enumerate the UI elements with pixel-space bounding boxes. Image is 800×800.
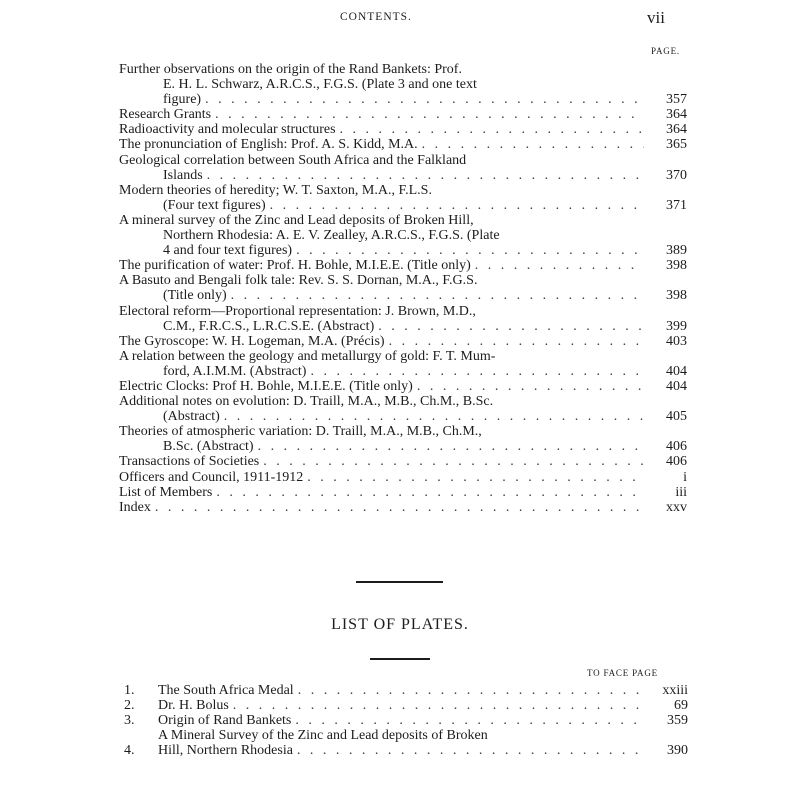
contents-entry-text: A Basuto and Bengali folk tale: Rev. S. S. Dornan, M.A., F.G.S. bbox=[119, 273, 478, 289]
plate-number: 4. bbox=[124, 743, 135, 759]
running-head-title: CONTENTS. bbox=[340, 11, 412, 23]
contents-entry bbox=[119, 424, 687, 454]
dot-leader bbox=[233, 698, 645, 713]
dot-leader bbox=[263, 454, 644, 469]
dot-leader bbox=[298, 683, 645, 698]
contents-entry-text: Geological correlation between South Africa and the Falkland bbox=[119, 152, 467, 168]
contents-entry-text: Modern theories of heredity; W. T. Saxton, M.A., F.L.S. bbox=[119, 182, 432, 198]
contents-entry-text: A relation between the geology and metallurgy of gold: F. T. Mum- bbox=[119, 348, 496, 364]
contents-entry-page: 404 bbox=[666, 378, 687, 394]
contents-entry bbox=[119, 454, 687, 469]
contents-entry-text: List of Members bbox=[119, 484, 213, 500]
dot-leader bbox=[231, 288, 644, 303]
contents-entry-page: 405 bbox=[666, 409, 687, 425]
dot-leader bbox=[270, 198, 644, 213]
contents-entry-text: Transactions of Societies bbox=[119, 454, 260, 470]
section-rule bbox=[356, 581, 443, 583]
plate-entry-page: 359 bbox=[667, 713, 688, 729]
plate-entry-page: 390 bbox=[667, 743, 688, 759]
contents-entry-text: Radioactivity and molecular structures bbox=[119, 122, 336, 138]
dot-leader bbox=[475, 258, 644, 273]
plate-number: 3. bbox=[124, 713, 135, 729]
list-of-plates-title: LIST OF PLATES. bbox=[331, 616, 469, 633]
dot-leader bbox=[340, 122, 644, 137]
plate-entry-text: Hill, Northern Rhodesia bbox=[158, 743, 293, 759]
contents-entry-text: B.Sc. (Abstract) bbox=[163, 439, 254, 455]
plates-list bbox=[120, 683, 688, 758]
to-face-page-label: TO FACE PAGE bbox=[587, 668, 658, 678]
contents-entry-page: xxv bbox=[666, 499, 687, 515]
running-head bbox=[0, 8, 800, 30]
contents-list bbox=[119, 62, 687, 515]
contents-entry bbox=[119, 137, 687, 152]
plate-entry bbox=[120, 698, 688, 713]
contents-entry-text: (Title only) bbox=[163, 288, 227, 304]
page-column-label: PAGE. bbox=[651, 46, 680, 56]
dot-leader bbox=[215, 107, 644, 122]
contents-entry-text: figure) bbox=[163, 92, 202, 108]
plate-entry-page: xxiii bbox=[662, 683, 688, 698]
contents-entry bbox=[119, 122, 687, 137]
plate-entry-text: The South Africa Medal bbox=[158, 683, 294, 698]
contents-entry-text: Theories of atmospheric variation: D. Traill, M.A., M.B., Ch.M., bbox=[119, 424, 482, 440]
contents-entry bbox=[119, 394, 687, 424]
contents-entry-page: 365 bbox=[666, 137, 687, 153]
plate-number: 2. bbox=[124, 698, 135, 714]
dot-leader bbox=[389, 334, 644, 349]
plate-entry-page: 69 bbox=[674, 698, 688, 714]
contents-entry-page: iii bbox=[675, 484, 687, 500]
contents-entry bbox=[119, 349, 687, 379]
contents-entry-page: 398 bbox=[666, 288, 687, 304]
contents-entry-text: Electoral reform—Proportional representation: J. Brown, M.D., bbox=[119, 303, 476, 319]
plate-entry-text: Origin of Rand Bankets bbox=[158, 713, 292, 729]
contents-entry bbox=[119, 273, 687, 303]
plates-title-rule bbox=[370, 658, 430, 660]
contents-entry-page: 406 bbox=[666, 439, 687, 455]
contents-entry-text: (Abstract) bbox=[163, 409, 220, 425]
contents-entry bbox=[119, 500, 687, 515]
contents-entry-page: 371 bbox=[666, 197, 687, 213]
plate-entry bbox=[120, 713, 688, 728]
contents-entry-text: Electric Clocks: Prof H. Bohle, M.I.E.E. (Title only) bbox=[119, 378, 413, 394]
contents-entry-page: 404 bbox=[666, 363, 687, 379]
contents-entry-text: The Gyroscope: W. H. Logeman, M.A. (Précis) bbox=[119, 333, 385, 349]
contents-entry-page: 357 bbox=[666, 92, 687, 108]
plate-entry-text: Dr. H. Bolus bbox=[158, 698, 229, 714]
contents-entry bbox=[119, 183, 687, 213]
dot-leader bbox=[207, 168, 644, 183]
dot-leader bbox=[224, 409, 644, 424]
contents-entry-page: 389 bbox=[666, 243, 687, 259]
dot-leader bbox=[216, 485, 644, 500]
dot-leader bbox=[422, 137, 644, 152]
contents-entry bbox=[119, 62, 687, 107]
plate-number: 1. bbox=[124, 683, 135, 698]
dot-leader bbox=[155, 500, 644, 515]
contents-entry-text: (Four text figures) bbox=[163, 197, 266, 213]
dot-leader bbox=[310, 364, 644, 379]
contents-entry-page: 403 bbox=[666, 333, 687, 349]
page-number: vii bbox=[647, 8, 665, 27]
dot-leader bbox=[296, 243, 644, 258]
dot-leader bbox=[297, 743, 645, 758]
dot-leader bbox=[307, 470, 644, 485]
contents-entry-text: 4 and four text figures) bbox=[163, 243, 293, 259]
dot-leader bbox=[417, 379, 644, 394]
dot-leader bbox=[378, 319, 644, 334]
contents-entry-text: Northern Rhodesia: A. E. V. Zealley, A.R.C.S., F.G.S. (Plate bbox=[163, 228, 500, 244]
contents-entry-page: 398 bbox=[666, 258, 687, 274]
contents-entry-page: 370 bbox=[666, 167, 687, 183]
contents-entry bbox=[119, 485, 687, 500]
contents-entry bbox=[119, 379, 687, 394]
contents-entry bbox=[119, 153, 687, 183]
contents-entry-text: The purification of water: Prof. H. Bohle, M.I.E.E. (Title only) bbox=[119, 258, 471, 274]
contents-entry-text: A mineral survey of the Zinc and Lead deposits of Broken Hill, bbox=[119, 212, 474, 228]
contents-entry-page: 364 bbox=[666, 107, 687, 123]
contents-entry-text: The pronunciation of English: Prof. A. S. Kidd, M.A. bbox=[119, 137, 418, 153]
contents-entry-page: i bbox=[683, 469, 687, 485]
plate-entry bbox=[120, 728, 688, 758]
contents-entry-text: E. H. L. Schwarz, A.R.C.S., F.G.S. (Plate 3 and one text bbox=[163, 77, 477, 93]
dot-leader bbox=[295, 713, 645, 728]
contents-entry bbox=[119, 107, 687, 122]
contents-entry-text: Islands bbox=[163, 167, 203, 183]
contents-entry-text: Further observations on the origin of the Rand Bankets: Prof. bbox=[119, 62, 462, 77]
contents-entry-text: Research Grants bbox=[119, 107, 212, 123]
contents-entry bbox=[119, 213, 687, 258]
plate-entry bbox=[120, 683, 688, 698]
contents-entry-text: ford, A.I.M.M. (Abstract) bbox=[163, 363, 307, 379]
contents-entry-text: C.M., F.R.C.S., L.R.C.S.E. (Abstract) bbox=[163, 318, 375, 334]
dot-leader bbox=[205, 92, 644, 107]
contents-entry-text: Index bbox=[119, 499, 151, 515]
contents-entry bbox=[119, 470, 687, 485]
contents-entry bbox=[119, 258, 687, 273]
contents-entry-page: 364 bbox=[666, 122, 687, 138]
contents-entry-page: 406 bbox=[666, 454, 687, 470]
contents-entry bbox=[119, 304, 687, 334]
contents-entry-page: 399 bbox=[666, 318, 687, 334]
plate-entry-text: A Mineral Survey of the Zinc and Lead deposits of Broken bbox=[158, 728, 488, 744]
contents-entry-text: Officers and Council, 1911-1912 bbox=[119, 469, 304, 485]
dot-leader bbox=[258, 439, 644, 454]
contents-entry bbox=[119, 334, 687, 349]
contents-entry-text: Additional notes on evolution: D. Traill, M.A., M.B., Ch.M., B.Sc. bbox=[119, 394, 494, 410]
